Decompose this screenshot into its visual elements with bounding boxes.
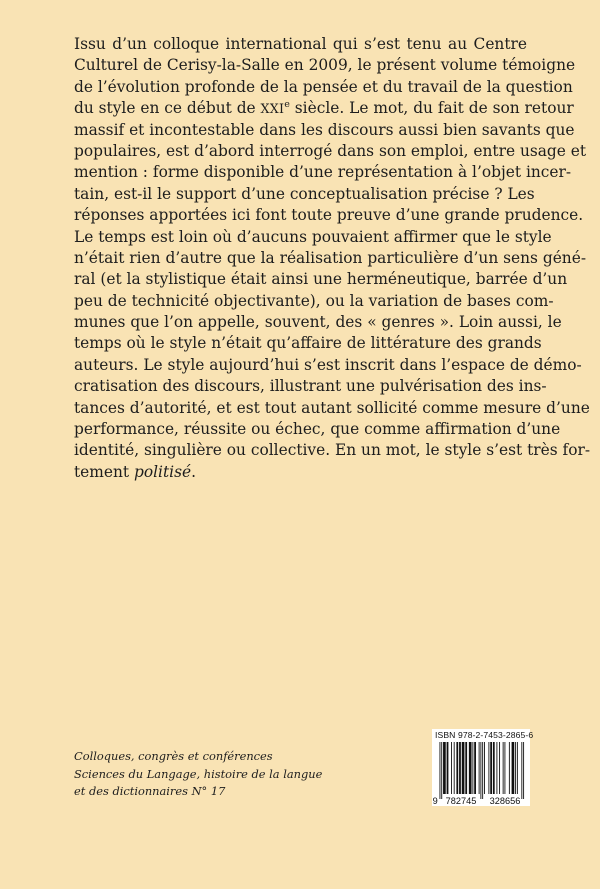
barcode-bar (523, 742, 524, 799)
blurb-fragment: siècle. Le mot, du fait de son retour (289, 99, 574, 118)
barcode-bar (443, 742, 446, 794)
blurb-line: cratisation des discours, illustrant une pulvérisation des ins- (74, 377, 547, 396)
blurb-fragment: . (191, 462, 196, 481)
blurb-line: munes que l’on appelle, souvent, des « genres ». Loin aussi, le (74, 313, 562, 332)
isbn-block (432, 729, 534, 806)
blurb-line: auteurs. Le style aujourd’hui s’est inscrit dans l’espace de démo- (74, 355, 582, 374)
barcode-bar (480, 742, 481, 799)
blurb-fragment: du style en ce début de (74, 99, 261, 118)
barcode-bar (509, 742, 510, 794)
barcode-digits-right: 328656 (489, 796, 521, 806)
isbn-label: ISBN 978-2-7453-2865-6 (435, 730, 534, 740)
century-superscript: e (284, 99, 290, 111)
blurb-line: tances d’autorité, et est tout autant sollicité comme mesure d’une (74, 398, 590, 417)
barcode-bar (454, 742, 455, 794)
barcode-bar (490, 742, 492, 794)
barcode-bar (521, 742, 522, 799)
barcode-graphic (432, 742, 530, 806)
blurb-line: massif et incontestable dans les discours aussi bien savants que (74, 120, 575, 139)
blurb-line: n’était rien d’autre que la réalisation particulière d’un sens géné- (74, 248, 587, 267)
blurb-line: ral (et la stylistique était ainsi une herméneutique, barrée d’un (74, 270, 568, 289)
barcode-bar (447, 742, 449, 794)
barcode-bar (517, 742, 518, 794)
series-info (74, 748, 322, 801)
barcode-bar (474, 742, 476, 794)
blurb-line: de l’évolution profonde de la pensée et du travail de la question (74, 77, 573, 96)
barcode-bar (469, 742, 472, 794)
barcode-bars (440, 742, 525, 799)
barcode-bar (462, 742, 465, 794)
barcode-bar (465, 742, 467, 794)
blurb-line: tain, est-il le support d’une conceptualisation précise ? Les (74, 184, 535, 203)
barcode-bar (484, 742, 485, 794)
barcode-bar (482, 742, 483, 799)
barcode-bar (515, 742, 516, 794)
barcode-digits-left: 782745 (445, 796, 477, 806)
back-cover-blurb (74, 34, 591, 483)
barcode-bar (504, 742, 505, 794)
barcode-bar (512, 742, 515, 794)
barcode-bar (441, 742, 442, 799)
emphasized-word: politisé (134, 462, 192, 481)
series-number: et des dictionnaires N° 17 (74, 784, 226, 799)
blurb-line: mention : forme disponible d’une représentation à l’objet incer- (74, 163, 572, 182)
blurb-line: réponses apportées ici font toute preuve d’une grande prudence. (74, 206, 584, 225)
barcode-bar (440, 742, 441, 799)
series-collection: Colloques, congrès et conférences (74, 749, 273, 763)
blurb-line: populaires, est d’abord interrogé dans son emploi, entre usage et (74, 141, 587, 160)
blurb-line: peu de technicité objectivante), ou la variation de bases com- (74, 291, 554, 310)
barcode-bar (459, 742, 461, 794)
barcode-digit-first: 9 (432, 796, 438, 806)
barcode-bar (503, 742, 504, 794)
barcode-bar (488, 742, 489, 794)
blurb-line: Culturel de Cerisy-la-Salle en 2009, le présent volume témoigne (74, 56, 576, 75)
barcode-bar (499, 742, 500, 794)
barcode-bar (472, 742, 473, 794)
blurb-line: temps où le style n’était qu’affaire de littérature des grands (74, 334, 542, 353)
blurb-line: Le temps est loin où d’aucuns pouvaient affirmer que le style (74, 227, 552, 246)
blurb-line (74, 462, 527, 483)
blurb-line (74, 98, 574, 119)
series-subject: Sciences du Langage, histoire de la langue (74, 766, 323, 781)
barcode-bar (451, 742, 452, 794)
barcode-bar (479, 742, 480, 794)
century-numeral: XXI (260, 101, 285, 117)
blurb-line: Issu d’un colloque international qui s’est tenu au Centre (74, 35, 527, 53)
barcode-bar (496, 742, 497, 794)
blurb-fragment: tement (74, 462, 134, 481)
barcode-bar (456, 742, 458, 794)
blurb-line: identité, singulière ou collective. En un mot, le style s’est très for- (74, 441, 591, 460)
blurb-line: performance, réussite ou échec, que comme affirmation d’une (74, 420, 561, 439)
barcode-bar (493, 742, 495, 794)
barcode (432, 742, 530, 806)
